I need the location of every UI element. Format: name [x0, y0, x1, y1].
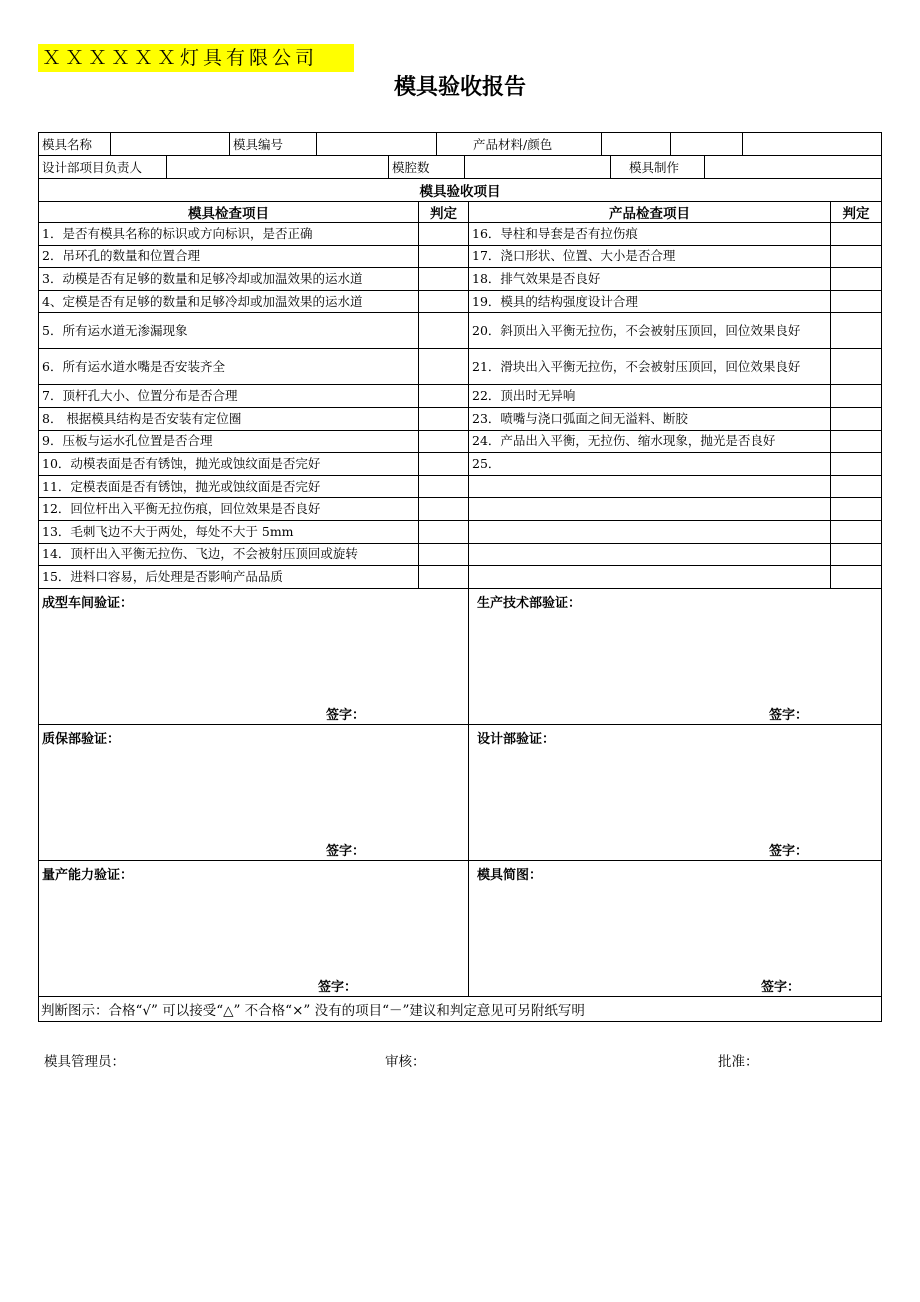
mold-sketch-box[interactable]: [469, 861, 881, 996]
judge-left-cell[interactable]: [419, 223, 469, 245]
judge-right-cell[interactable]: [831, 566, 881, 588]
mold-check-item: 6．所有运水道水嘴是否安装齐全: [39, 349, 419, 384]
sign-label: 签字：: [769, 707, 809, 723]
designer-label: 设计部项目负责人: [39, 156, 167, 178]
legend-row: [39, 997, 881, 1021]
table-row: [39, 453, 881, 476]
mold-check-item: 4、定模是否有足够的数量和足够冷却或加温效果的运水道: [39, 291, 419, 313]
judge-left-cell[interactable]: [419, 291, 469, 313]
page-title: 模具验收报告: [393, 75, 526, 100]
table-row: [39, 246, 881, 269]
mold-check-item: 15．进料口容易，后处理是否影响产品品质: [39, 566, 419, 588]
mold-check-item: 9．压板与运水孔位置是否合理: [39, 431, 419, 453]
judge-right-header: 判定: [842, 206, 870, 222]
table-row: [39, 223, 881, 246]
table-row: [39, 544, 881, 567]
material-field[interactable]: [602, 133, 671, 155]
material-color-label: 产品材料/颜色: [437, 133, 602, 155]
table-row: [39, 521, 881, 544]
mold-sketch-label: 模具简图：: [477, 867, 543, 883]
judge-right-cell[interactable]: [831, 408, 881, 430]
mold-check-item: 1．是否有模具名称的标识或方向标识，是否正确: [39, 223, 419, 245]
judge-left-cell[interactable]: [419, 498, 469, 520]
judge-left-cell[interactable]: [419, 566, 469, 588]
mold-check-item: 2．吊环孔的数量和位置合理: [39, 246, 419, 268]
judge-right-cell[interactable]: [831, 291, 881, 313]
judge-left-cell[interactable]: [419, 385, 469, 407]
judge-right-cell[interactable]: [831, 453, 881, 475]
table-row: [39, 566, 881, 589]
mold-manager-label: 模具管理员：: [44, 1054, 125, 1070]
judge-right-cell[interactable]: [831, 246, 881, 268]
judge-left-cell[interactable]: [419, 521, 469, 543]
sign-label: 签字：: [769, 843, 809, 859]
table-row: [39, 291, 881, 314]
mold-check-item: 8． 根据模具结构是否安装有定位圈: [39, 408, 419, 430]
product-check-item: [469, 566, 831, 588]
product-check-item: 23．喷嘴与浇口弧面之间无溢料、断胶: [469, 408, 831, 430]
maker-label: 模具制作: [611, 156, 705, 178]
judge-right-cell[interactable]: [831, 431, 881, 453]
table-row: [39, 268, 881, 291]
verify-row-1: [39, 589, 881, 725]
mold-check-header: 模具检查项目: [39, 202, 419, 222]
product-check-item: 24．产品出入平衡，无拉伤、缩水现象，抛光是否良好: [469, 431, 831, 453]
judge-right-cell[interactable]: [831, 476, 881, 498]
production-tech-verify-box[interactable]: [469, 589, 881, 724]
production-tech-verify-label: 生产技术部验证：: [477, 595, 582, 611]
product-check-item: 18．排气效果是否良好: [469, 268, 831, 290]
quality-verify-box[interactable]: [39, 725, 469, 860]
table-row: [39, 498, 881, 521]
product-check-item: [469, 498, 831, 520]
judge-right-cell[interactable]: [831, 544, 881, 566]
judge-left-cell[interactable]: [419, 476, 469, 498]
table-row: [39, 408, 881, 431]
product-check-header: 产品检查项目: [469, 202, 831, 222]
sign-label: 签字：: [326, 843, 366, 859]
molding-verify-box[interactable]: [39, 589, 469, 724]
header-row: [39, 202, 881, 223]
sign-label: 签字：: [761, 979, 801, 995]
mass-production-verify-label: 量产能力验证：: [42, 867, 134, 883]
product-check-item: 25．: [469, 453, 831, 475]
mass-production-verify-box[interactable]: [39, 861, 469, 996]
product-check-item: 17．浇口形状、位置、大小是否合理: [469, 246, 831, 268]
mold-no-field[interactable]: [317, 133, 437, 155]
mold-check-item: 11．定模表面是否有锈蚀，抛光或蚀纹面是否完好: [39, 476, 419, 498]
judge-left-header: 判定: [419, 202, 469, 222]
judge-right-cell[interactable]: [831, 313, 881, 348]
product-check-item: 20．斜顶出入平衡无拉伤，不会被射压顶回，回位效果良好: [469, 313, 831, 348]
cavities-label: 模腔数: [389, 156, 465, 178]
approve-label: 批准：: [718, 1054, 759, 1070]
table-row: [39, 476, 881, 499]
judge-left-cell[interactable]: [419, 268, 469, 290]
judge-right-cell[interactable]: [831, 521, 881, 543]
mold-check-item: 7．顶杆孔大小、位置分布是否合理: [39, 385, 419, 407]
mold-no-label: 模具编号: [230, 133, 317, 155]
info-row-2: [39, 156, 881, 179]
footer-signatures: [0, 1050, 920, 1072]
judge-right-cell[interactable]: [831, 223, 881, 245]
section-title-row: [39, 179, 881, 202]
verify-row-3: [39, 861, 881, 997]
judge-right-cell[interactable]: [831, 385, 881, 407]
table-row: [39, 349, 881, 385]
product-check-item: 19．模具的结构强度设计合理: [469, 291, 831, 313]
mold-name-label: 模具名称: [39, 133, 111, 155]
judge-left-cell[interactable]: [419, 349, 469, 384]
judge-left-cell[interactable]: [419, 544, 469, 566]
judge-left-cell[interactable]: [419, 453, 469, 475]
mold-name-field[interactable]: [111, 133, 230, 155]
judge-left-cell[interactable]: [419, 408, 469, 430]
table-row: [39, 385, 881, 408]
mold-check-item: 10．动模表面是否有锈蚀，抛光或蚀纹面是否完好: [39, 453, 419, 475]
designer-field[interactable]: [167, 156, 389, 178]
judgment-legend: 判断图示：合格“√” 可以接受“△” 不合格“×” 没有的项目“－”建议和判定意见可另附纸写明: [41, 1002, 585, 1019]
color-field[interactable]: [671, 133, 743, 155]
product-check-item: [469, 521, 831, 543]
judge-left-cell[interactable]: [419, 313, 469, 348]
table-row: [39, 431, 881, 454]
product-check-item: 16．导柱和导套是否有拉伤痕: [469, 223, 831, 245]
sign-label: 签字：: [318, 979, 358, 995]
section-title: 模具验收项目: [419, 184, 501, 200]
maker-field[interactable]: [705, 156, 881, 178]
product-check-item: [469, 544, 831, 566]
judge-left-cell[interactable]: [419, 431, 469, 453]
judge-right-cell[interactable]: [831, 498, 881, 520]
sign-label: 签字：: [326, 707, 366, 723]
product-check-item: 22．顶出时无异响: [469, 385, 831, 407]
info-extra-field[interactable]: [743, 133, 881, 155]
judge-left-cell[interactable]: [419, 246, 469, 268]
verify-row-2: [39, 725, 881, 861]
quality-verify-label: 质保部验证：: [42, 731, 121, 747]
mold-check-item: 12．回位杆出入平衡无拉伤痕，回位效果是否良好: [39, 498, 419, 520]
mold-check-item: 13．毛刺飞边不大于两处，每处不大于 5mm: [39, 521, 419, 543]
design-verify-label: 设计部验证：: [477, 731, 556, 747]
judge-right-cell[interactable]: [831, 268, 881, 290]
acceptance-form: [38, 132, 882, 1022]
mold-check-item: 3．动模是否有足够的数量和足够冷却或加温效果的运水道: [39, 268, 419, 290]
product-check-item: 21．滑块出入平衡无拉伤，不会被射压顶回，回位效果良好: [469, 349, 831, 384]
judge-right-cell[interactable]: [831, 349, 881, 384]
molding-verify-label: 成型车间验证：: [42, 595, 134, 611]
company-name: ＸＸＸＸＸＸ灯具有限公司: [38, 44, 354, 72]
review-label: 审核：: [385, 1054, 426, 1070]
mold-check-item: 14．顶杆出入平衡无拉伤、飞边，不会被射压顶回或旋转: [39, 544, 419, 566]
product-check-item: [469, 476, 831, 498]
mold-check-item: 5．所有运水道无渗漏现象: [39, 313, 419, 348]
cavities-field[interactable]: [465, 156, 611, 178]
info-row-1: [39, 133, 881, 156]
table-row: [39, 313, 881, 349]
design-verify-box[interactable]: [469, 725, 881, 860]
